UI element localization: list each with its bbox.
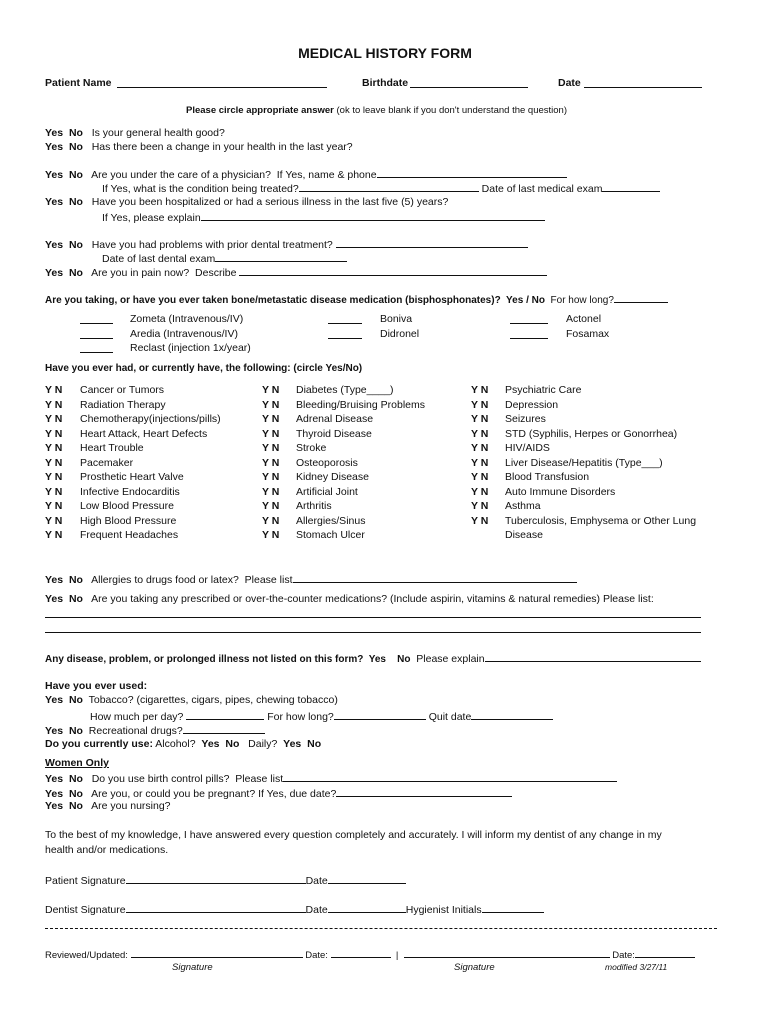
signature-caption: Signature xyxy=(172,962,213,973)
question-alcohol[interactable]: Do you currently use: Alcohol? Yes No Daily? Yes No xyxy=(45,738,322,750)
condition-label: Diabetes (Type____) xyxy=(296,384,394,396)
question-health-good[interactable]: Yes No Is your general health good? xyxy=(45,127,225,139)
yes-no-choice[interactable]: Y N xyxy=(262,442,280,454)
condition-label: High Blood Pressure xyxy=(80,514,177,527)
question-dental-problems[interactable]: Yes No Have you had problems with prior dental treatment? xyxy=(45,237,528,252)
condition-label: Cancer or Tumors xyxy=(80,384,165,396)
condition-label: Stomach Ulcer xyxy=(296,529,365,541)
yes-no-choice[interactable]: Y N xyxy=(262,413,280,425)
patient-name-field[interactable] xyxy=(117,77,327,88)
yes-no-choice[interactable]: Y N xyxy=(45,427,63,440)
date-label: Date xyxy=(558,77,581,89)
yes-no-choice[interactable]: Y N xyxy=(471,514,489,527)
bisphos-question[interactable]: Are you taking, or have you ever taken bone/metastatic disease medication (bisphosphonates)? Yes / No For how long? xyxy=(45,292,668,307)
yes-no-choice[interactable]: Y N xyxy=(45,471,63,483)
condition-label: Tuberculosis, Emphysema or Other Lung xyxy=(505,514,697,527)
patient-signature-row[interactable]: Patient Signature Date xyxy=(45,873,406,888)
birthdate-label: Birthdate xyxy=(362,77,409,89)
yes-no-choice[interactable]: Y N xyxy=(262,529,280,541)
condition-label: Kidney Disease xyxy=(296,471,369,483)
question-health-change[interactable]: Yes No Has there been a change in your health in the last year? xyxy=(45,141,353,153)
condition-label: Blood Transfusion xyxy=(505,471,590,483)
med-blank[interactable] xyxy=(510,313,548,324)
question-physician[interactable]: Yes No Are you under the care of a physician? If Yes, name & phone xyxy=(45,167,567,182)
med-fosamax: Fosamax xyxy=(566,328,610,340)
date-field[interactable] xyxy=(584,77,702,88)
form-title: MEDICAL HISTORY FORM xyxy=(298,45,472,61)
question-explain[interactable]: If Yes, please explain xyxy=(102,210,545,225)
instruction-bold: Please circle appropriate answer xyxy=(186,105,334,116)
med-reclast: Reclast (injection 1x/year) xyxy=(130,342,251,354)
yes-no-choice[interactable]: Y N xyxy=(45,456,63,469)
condition-label: Heart Trouble xyxy=(80,442,144,454)
med-blank[interactable] xyxy=(80,342,113,353)
yes-no-choice[interactable]: Y N xyxy=(262,456,280,469)
yes-no-choice[interactable]: Y N xyxy=(471,500,489,512)
condition-label: Heart Attack, Heart Defects xyxy=(80,427,208,440)
condition-label: Artificial Joint xyxy=(296,485,358,498)
question-recreational[interactable]: Yes No Recreational drugs? xyxy=(45,723,265,738)
yes-no-choice[interactable]: Y N xyxy=(262,398,280,411)
dentist-signature-row[interactable]: Dentist Signature Date Hygienist Initials xyxy=(45,902,544,917)
condition-label: Chemotherapy(injections/pills) xyxy=(80,413,221,425)
question-hospitalized[interactable]: Yes No Have you been hospitalized or had a serious illness in the last five (5) years? xyxy=(45,196,449,208)
used-heading: Have you ever used: xyxy=(45,680,148,692)
yes-no-choice[interactable]: Y N xyxy=(262,427,280,440)
yes-no-choice[interactable]: Y N xyxy=(471,471,489,483)
yes-no-choice[interactable]: Y N xyxy=(262,485,280,498)
condition-label: Frequent Headaches xyxy=(80,529,179,541)
condition-label: STD (Syphilis, Herpes or Gonorrhea) xyxy=(505,427,678,440)
question-pregnant[interactable]: Yes No Are you, or could you be pregnant? If Yes, due date? xyxy=(45,786,512,801)
yes-no-choice[interactable]: Y N xyxy=(45,398,63,411)
condition-label: Asthma xyxy=(505,500,541,512)
birthdate-field[interactable] xyxy=(410,77,528,88)
condition-label: Radiation Therapy xyxy=(80,398,166,411)
condition-label: Allergies/Sinus xyxy=(296,514,366,527)
condition-label: Prosthetic Heart Valve xyxy=(80,471,184,483)
question-allergies[interactable]: Yes No Allergies to drugs food or latex? Please list xyxy=(45,572,577,587)
condition-label: Depression xyxy=(505,398,559,411)
modified-date: modified 3/27/11 xyxy=(605,962,668,972)
med-blank[interactable] xyxy=(80,328,113,339)
attestation-line2: health and/or medications. xyxy=(45,844,169,856)
reviewed-row[interactable]: Reviewed/Updated: Date: | Date: xyxy=(45,947,695,962)
condition-label: Low Blood Pressure xyxy=(80,500,174,512)
yes-no-choice[interactable]: Y N xyxy=(45,514,63,527)
condition-label: Liver Disease/Hepatitis (Type___) xyxy=(505,456,663,469)
question-pain[interactable]: Yes No Are you in pain now? Describe xyxy=(45,265,547,280)
patient-name-label: Patient Name xyxy=(45,77,112,89)
yes-no-choice[interactable]: Y N xyxy=(471,485,489,498)
condition-label: Seizures xyxy=(505,413,546,425)
yes-no-choice[interactable]: Y N xyxy=(471,442,489,454)
women-heading: Women Only xyxy=(45,757,109,769)
med-aredia: Aredia (Intravenous/IV) xyxy=(130,328,238,340)
question-other-disease[interactable]: Any disease, problem, or prolonged illness not listed on this form? Yes No Please explain xyxy=(45,651,701,666)
yes-no-choice[interactable]: Y N xyxy=(45,384,63,396)
yes-no-choice[interactable]: Y N xyxy=(262,514,280,527)
yes-no-choice[interactable]: Y N xyxy=(471,427,489,440)
condition-label: Infective Endocarditis xyxy=(80,485,180,498)
condition-label: Stroke xyxy=(296,442,327,454)
question-tobacco-details[interactable]: How much per day? For how long? Quit date xyxy=(90,709,553,724)
condition-label: Disease xyxy=(505,529,543,541)
med-boniva: Boniva xyxy=(380,313,413,325)
medications-line[interactable] xyxy=(45,617,701,618)
med-didronel: Didronel xyxy=(380,328,420,340)
med-blank[interactable] xyxy=(510,328,548,339)
condition-label: Psychiatric Care xyxy=(505,384,582,396)
signature-caption: Signature xyxy=(454,962,495,973)
yes-no-choice[interactable]: Y N xyxy=(262,384,280,396)
yes-no-choice[interactable]: Y N xyxy=(45,442,63,454)
med-blank[interactable] xyxy=(80,313,113,324)
med-blank[interactable] xyxy=(328,328,362,339)
condition-label: Pacemaker xyxy=(80,456,134,469)
medications-line[interactable] xyxy=(45,632,701,633)
instruction xyxy=(186,104,567,117)
attestation-line1: To the best of my knowledge, I have answered every question completely and accurately. I will inform my dentist of any change in my xyxy=(45,829,662,841)
condition-label: Adrenal Disease xyxy=(296,413,374,425)
med-actonel: Actonel xyxy=(566,313,602,325)
yes-no-choice[interactable]: Y N xyxy=(45,529,63,541)
yes-no-choice[interactable]: Y N xyxy=(45,500,63,512)
yes-no-choice[interactable]: Y N xyxy=(471,456,489,469)
yes-no-choice[interactable]: Y N xyxy=(471,384,489,396)
yes-no-choice[interactable]: Y N xyxy=(471,398,489,411)
question-nursing[interactable]: Yes No Are you nursing? xyxy=(45,800,171,812)
yes-no-choice[interactable]: Y N xyxy=(45,413,63,425)
question-last-dental-exam[interactable]: Date of last dental exam xyxy=(102,251,347,266)
question-condition[interactable]: If Yes, what is the condition being treated? Date of last medical exam xyxy=(102,181,660,196)
med-zometa: Zometa (Intravenous/IV) xyxy=(130,313,244,325)
yes-no-choice[interactable]: Y N xyxy=(262,500,280,512)
med-blank[interactable] xyxy=(328,313,362,324)
condition-label: Bleeding/Bruising Problems xyxy=(296,398,425,411)
condition-label: Auto Immune Disorders xyxy=(505,485,616,498)
conditions-heading: Have you ever had, or currently have, the following: (circle Yes/No) xyxy=(45,363,363,374)
question-birth-control[interactable]: Yes No Do you use birth control pills? Please list xyxy=(45,771,617,786)
question-medications[interactable]: Yes No Are you taking any prescribed or over-the-counter medications? (Include aspirin, vitamins & natural remedies) Please list: xyxy=(45,593,654,605)
condition-label: Osteoporosis xyxy=(296,456,358,469)
yes-no-choice[interactable]: Y N xyxy=(45,485,63,498)
yes-no-choice[interactable]: Y N xyxy=(262,471,280,483)
instruction-note: (ok to leave blank if you don't understand the question) xyxy=(336,105,567,116)
condition-label: Thyroid Disease xyxy=(296,427,372,440)
condition-label: Arthritis xyxy=(296,500,332,512)
condition-label: HIV/AIDS xyxy=(505,442,550,454)
question-tobacco[interactable]: Yes No Tobacco? (cigarettes, cigars, pipes, chewing tobacco) xyxy=(45,694,338,706)
yes-no-choice[interactable]: Y N xyxy=(471,413,489,425)
divider xyxy=(45,928,717,929)
